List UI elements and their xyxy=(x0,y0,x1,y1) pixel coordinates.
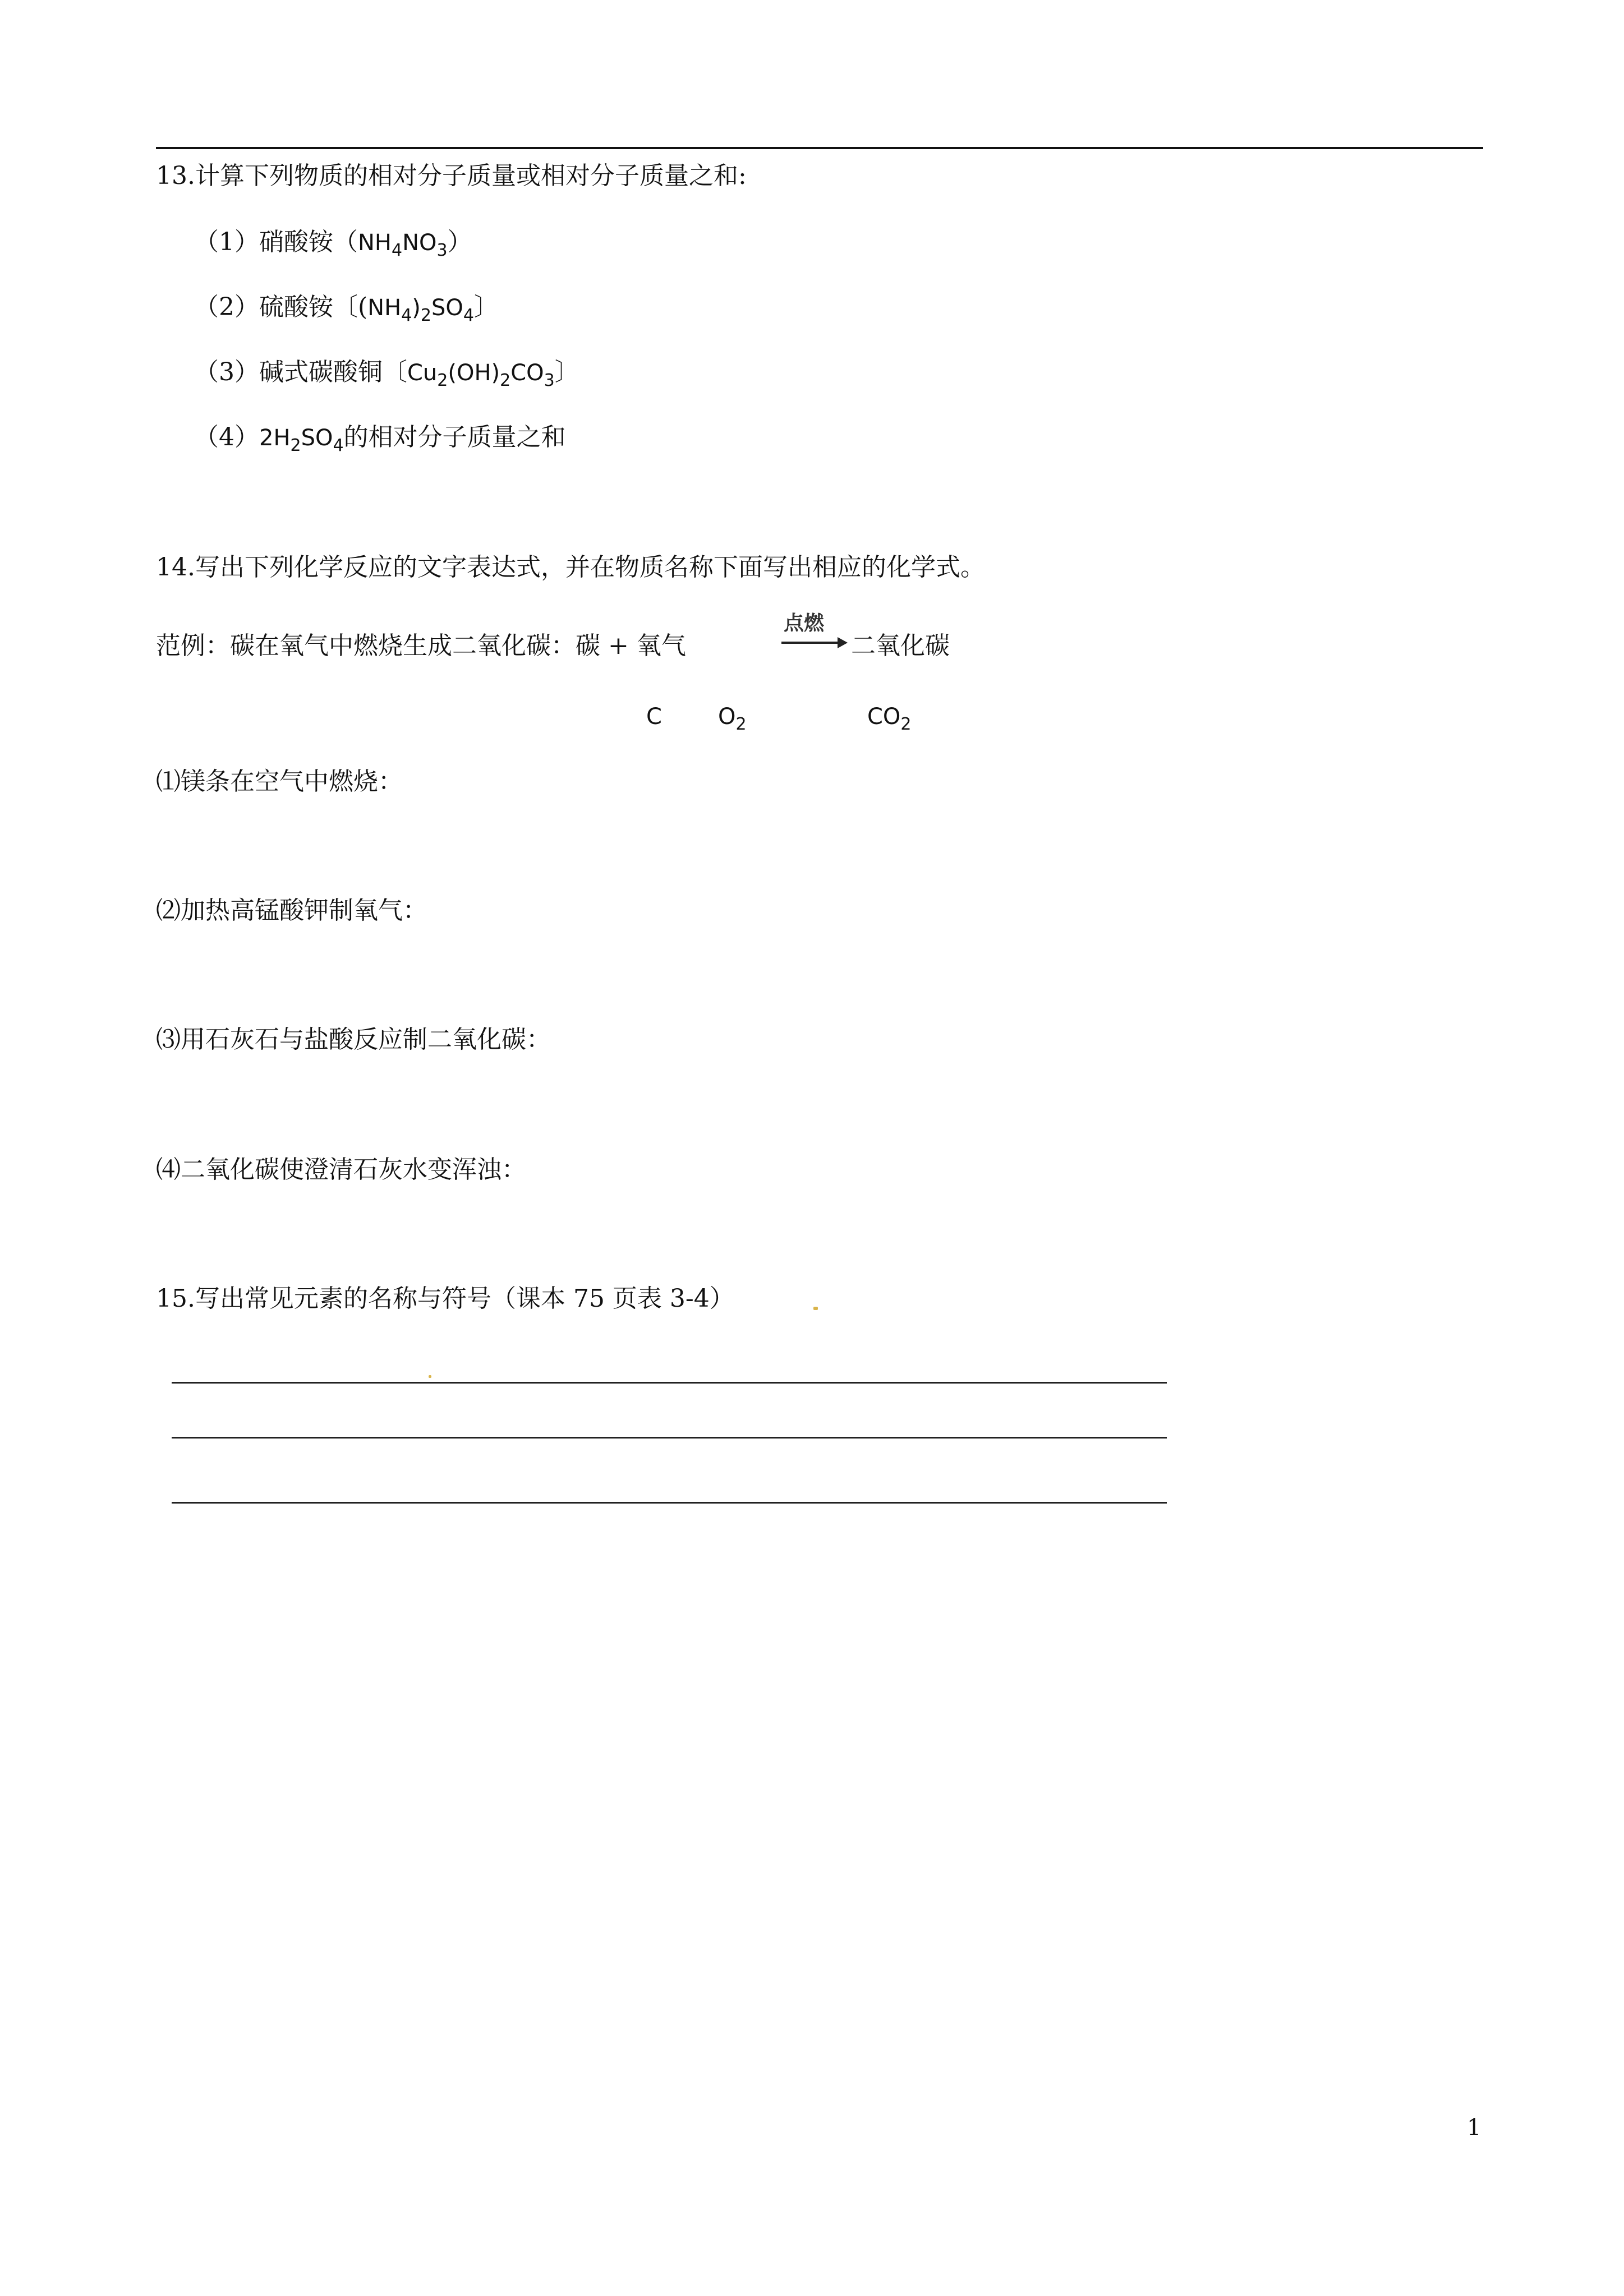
q13-item-2-suffix: 〕 xyxy=(473,293,499,321)
q13-item-1-prefix: （1）硝酸铵（ xyxy=(194,228,358,256)
header-rule xyxy=(156,147,1483,149)
formula-subscript: 3 xyxy=(544,371,555,390)
formula-subscript: 2 xyxy=(420,306,431,325)
formula-subscript: 2 xyxy=(500,371,511,390)
q14-item-3: ⑶用石灰石与盐酸反应制二氧化碳： xyxy=(156,1025,551,1054)
formula-subscript: 2 xyxy=(900,714,912,734)
formula-subscript: 2 xyxy=(735,714,747,734)
q13-item-3 xyxy=(194,357,579,389)
answer-line-1 xyxy=(172,1382,1167,1384)
q15-title: 15.写出常见元素的名称与符号（课本 75 页表 3-4） xyxy=(156,1284,734,1313)
formula-subscript: 4 xyxy=(401,306,412,325)
q13-item-3-suffix: 〕 xyxy=(554,358,579,386)
q13-item-2 xyxy=(194,292,499,324)
q13-item-3-formula: $Cu_2(OH)_2CO_3$ xyxy=(407,360,555,390)
formula-subscript: 2 xyxy=(437,371,448,390)
page-number: 1 xyxy=(1467,2115,1482,2141)
arrow-label: 点燃 xyxy=(784,612,825,635)
formula-subscript: 4 xyxy=(333,436,344,455)
q13-item-4 xyxy=(194,422,566,454)
formula-subscript: 3 xyxy=(436,241,448,260)
q14-title: 14.写出下列化学反应的文字表达式，并在物质名称下面写出相应的化学式。 xyxy=(156,553,985,582)
arrow-line xyxy=(781,642,841,644)
q14-item-1: ⑴镁条在空气中燃烧： xyxy=(156,767,403,796)
q14-item-2: ⑵加热高锰酸钾制氧气： xyxy=(156,896,427,925)
answer-line-2 xyxy=(172,1437,1167,1439)
symbol-co2: $CO_2$ xyxy=(867,704,912,734)
q13-item-1 xyxy=(194,227,472,259)
symbol-o2: $O_2$ xyxy=(718,704,747,734)
formula-subscript: 4 xyxy=(463,306,474,325)
q14-example-product: 二氧化碳 xyxy=(851,631,950,660)
q14-example-lead: 范例：碳在氧气中燃烧生成二氧化碳：碳 + 氧气 xyxy=(156,631,686,660)
q13-item-4-suffix: 的相对分子质量之和 xyxy=(343,423,566,451)
symbol-c: C xyxy=(646,704,662,730)
stray-mark xyxy=(429,1375,431,1378)
answer-line-3 xyxy=(172,1502,1167,1504)
q13-item-4-prefix: （4） xyxy=(194,423,259,451)
q13-item-1-suffix: ） xyxy=(447,228,472,256)
q13-item-3-prefix: （3）碱式碳酸铜〔 xyxy=(194,358,407,386)
formula-subscript: 4 xyxy=(392,241,403,260)
arrow-head xyxy=(838,637,848,648)
formula-subscript: 2 xyxy=(290,436,301,455)
q13-item-4-formula: $2H_2SO_4$ xyxy=(259,425,344,455)
q13-title: 13.计算下列物质的相对分子质量或相对分子质量之和: xyxy=(156,162,747,190)
q13-item-2-formula: $NH_4)_2SO_4$ xyxy=(367,295,474,325)
q14-item-4: ⑷二氧化碳使澄清石灰水变浑浊： xyxy=(156,1155,526,1184)
reaction-arrow xyxy=(781,612,849,652)
q13-item-2-prefix: （2）硫酸铵〔( xyxy=(194,293,368,321)
q13-item-1-formula: $NH_4NO_3$ xyxy=(358,230,448,260)
stray-mark xyxy=(813,1307,818,1310)
